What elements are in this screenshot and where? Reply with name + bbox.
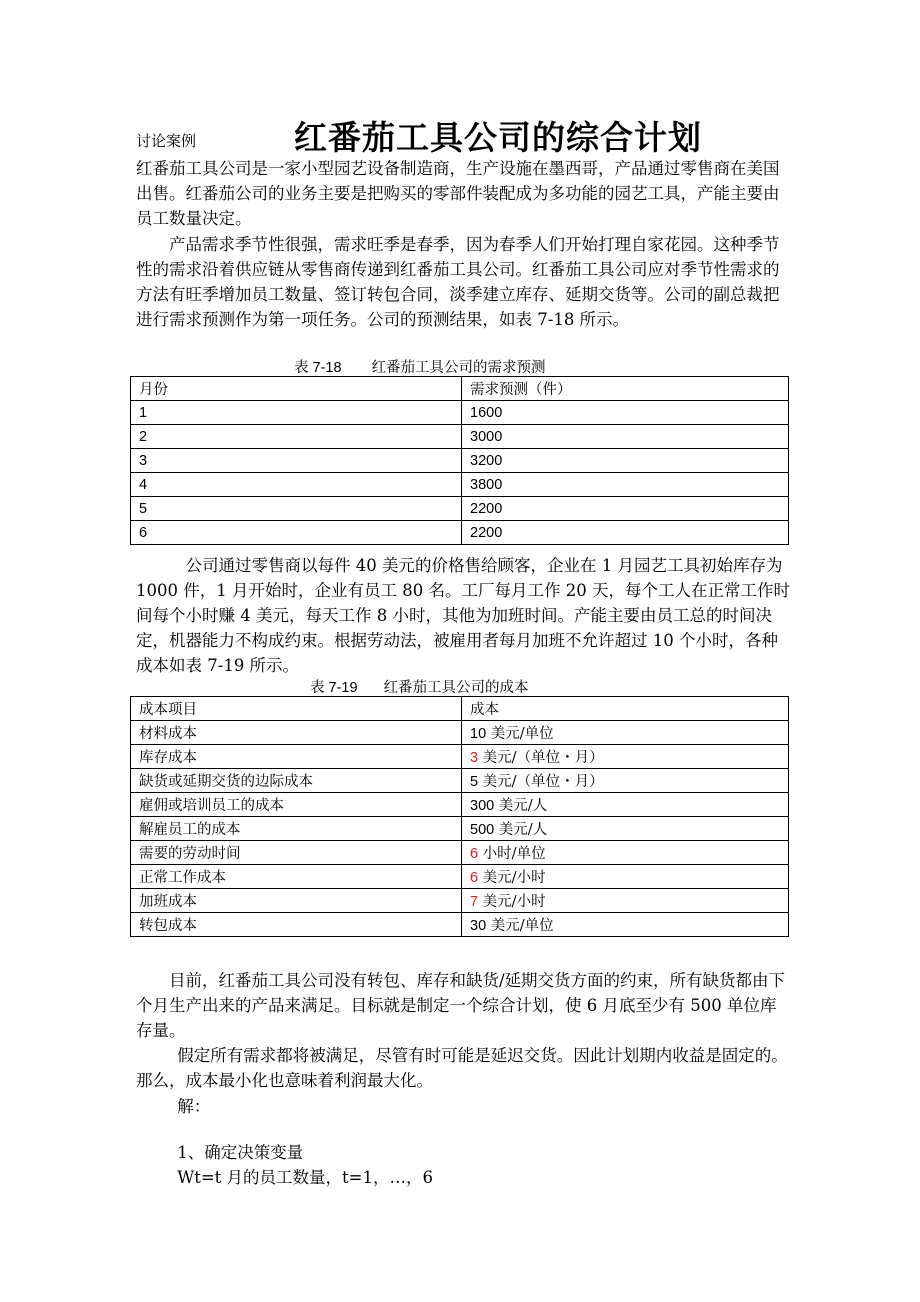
month-cell: 4 [131,473,462,497]
table2-caption-number: 表 7-19 [310,680,358,696]
forecast-cell: 3000 [462,425,789,449]
forecast-cell: 3800 [462,473,789,497]
paragraph-step-one: 1、确定决策变量 [177,1143,304,1162]
cost-number: 5 [470,774,479,790]
header-cell-cost-item: 成本项目 [131,697,462,721]
cost-number: 500 [470,822,495,838]
cost-value-cell [462,721,789,745]
month-cell: 6 [131,521,462,545]
table2-caption [310,676,529,697]
table-header-row [131,697,789,721]
table2-caption-title: 红番茄工具公司的成本 [383,680,529,696]
document-title: 红番茄工具公司的综合计划 [294,118,702,157]
cost-item-cell: 库存成本 [131,745,462,769]
forecast-cell: 1600 [462,401,789,425]
cost-unit: 美元/小时 [478,894,546,910]
month-cell: 1 [131,401,462,425]
table-row [131,841,789,865]
cost-number: 10 [470,726,487,742]
table-row [131,449,789,473]
table-row [131,913,789,937]
cost-number: 7 [470,894,479,910]
demand-forecast-table [130,376,789,545]
header-cell-forecast: 需求预测（件） [462,377,789,401]
cost-item-cell: 雇佣或培训员工的成本 [131,793,462,817]
cost-number: 3 [470,750,479,766]
table-row [131,401,789,425]
header-cell-month: 月份 [131,377,462,401]
table-row [131,817,789,841]
cost-value-cell [462,841,789,865]
table1-caption-number: 表 7-18 [294,360,342,376]
table-row [131,769,789,793]
cost-value-cell [462,913,789,937]
table-row [131,425,789,449]
month-cell: 5 [131,497,462,521]
month-cell: 3 [131,449,462,473]
forecast-cell: 2200 [462,497,789,521]
cost-item-cell: 材料成本 [131,721,462,745]
paragraph-assumption: 假定所有需求都将被满足，尽管有时可能是延迟交货。因此计划期内收益是固定的。那么，成本最小化也意味着利润最大化。 [136,1046,788,1090]
cost-number: 30 [470,918,487,934]
cost-item-cell: 加班成本 [131,889,462,913]
cost-value-cell [462,745,789,769]
cost-item-cell: 需要的劳动时间 [131,841,462,865]
table-row [131,889,789,913]
table-row [131,865,789,889]
cost-value-cell [462,865,789,889]
cost-item-cell: 解雇员工的成本 [131,817,462,841]
cost-unit: 美元/（单位・月） [478,774,604,790]
table-row [131,745,789,769]
cost-number: 6 [470,846,479,862]
cost-value-cell [462,817,789,841]
cost-value-cell [462,769,789,793]
table-row [131,793,789,817]
cost-unit: 小时/单位 [478,846,546,862]
cost-unit: 美元/人 [494,822,548,838]
table-header-row [131,377,789,401]
case-tag: 讨论案例 [136,132,197,150]
cost-unit: 美元/人 [494,798,548,814]
table1-caption-title: 红番茄工具公司的需求预测 [371,360,546,376]
forecast-cell: 2200 [462,521,789,545]
cost-unit: 美元/小时 [478,870,546,886]
table-row [131,497,789,521]
table-row [131,521,789,545]
cost-unit: 美元/单位 [486,918,554,934]
cost-table [130,696,789,937]
paragraph-intro: 红番茄工具公司是一家小型园艺设备制造商，生产设施在墨西哥，产品通过零售商在美国出售。红番茄公司的业务主要是把购买的零部件装配成为多功能的园艺工具，产能主要由员工数量决定。 [136,159,780,228]
cost-number: 6 [470,870,479,886]
paragraph-variable-definition: Wt=t 月的员工数量，t=1，…，6 [177,1168,433,1187]
cost-value-cell [462,793,789,817]
cost-number: 300 [470,798,495,814]
table-row [131,721,789,745]
table-row [131,473,789,497]
paragraph-objective: 目前，红番茄工具公司没有转包、库存和缺货/延期交货方面的约束，所有缺货都由下个月生产出来的产品来满足。目标就是制定一个综合计划，使 6 月底至少有 500 单位库存量。 [136,971,786,1040]
month-cell: 2 [131,425,462,449]
cost-item-cell: 正常工作成本 [131,865,462,889]
table1-caption [294,356,546,377]
paragraph-seasonality: 产品需求季节性很强，需求旺季是春季，因为春季人们开始打理自家花园。这种季节性的需求沿着供应链从零售商传递到红番茄工具公司。红番茄工具公司应对季节性需求的方法有旺季增加员工数量、签订转包合同，淡季建立库存、延期交货等。公司的副总裁把进行需求预测作为第一项任务。公司的预测结果，如表 7-18 所示。 [136,235,780,329]
paragraph-solution-label: 解： [177,1097,211,1116]
paragraph-pricing-and-labor: 公司通过零售商以每件 40 美元的价格售给顾客，企业在 1 月园艺工具初始库存为 1000 件，1 月开始时，企业有员工 80 名。工厂每月工作 20 天，每个工人在正常工作时间每个小时赚 4 美元，每天工作 8 小时，其他为加班时间。产能主要由员工总的时间决定，机器能力不构成约束。根据劳动法，被雇用者每月加班不允许超过 10 个小时，各种成本如表 7-19 所示。 [136,556,790,675]
cost-item-cell: 转包成本 [131,913,462,937]
document-header [136,112,786,160]
header-cell-cost: 成本 [462,697,789,721]
cost-unit: 美元/单位 [486,726,554,742]
cost-value-cell [462,889,789,913]
forecast-cell: 3200 [462,449,789,473]
cost-item-cell: 缺货或延期交货的边际成本 [131,769,462,793]
cost-unit: 美元/（单位・月） [478,750,604,766]
